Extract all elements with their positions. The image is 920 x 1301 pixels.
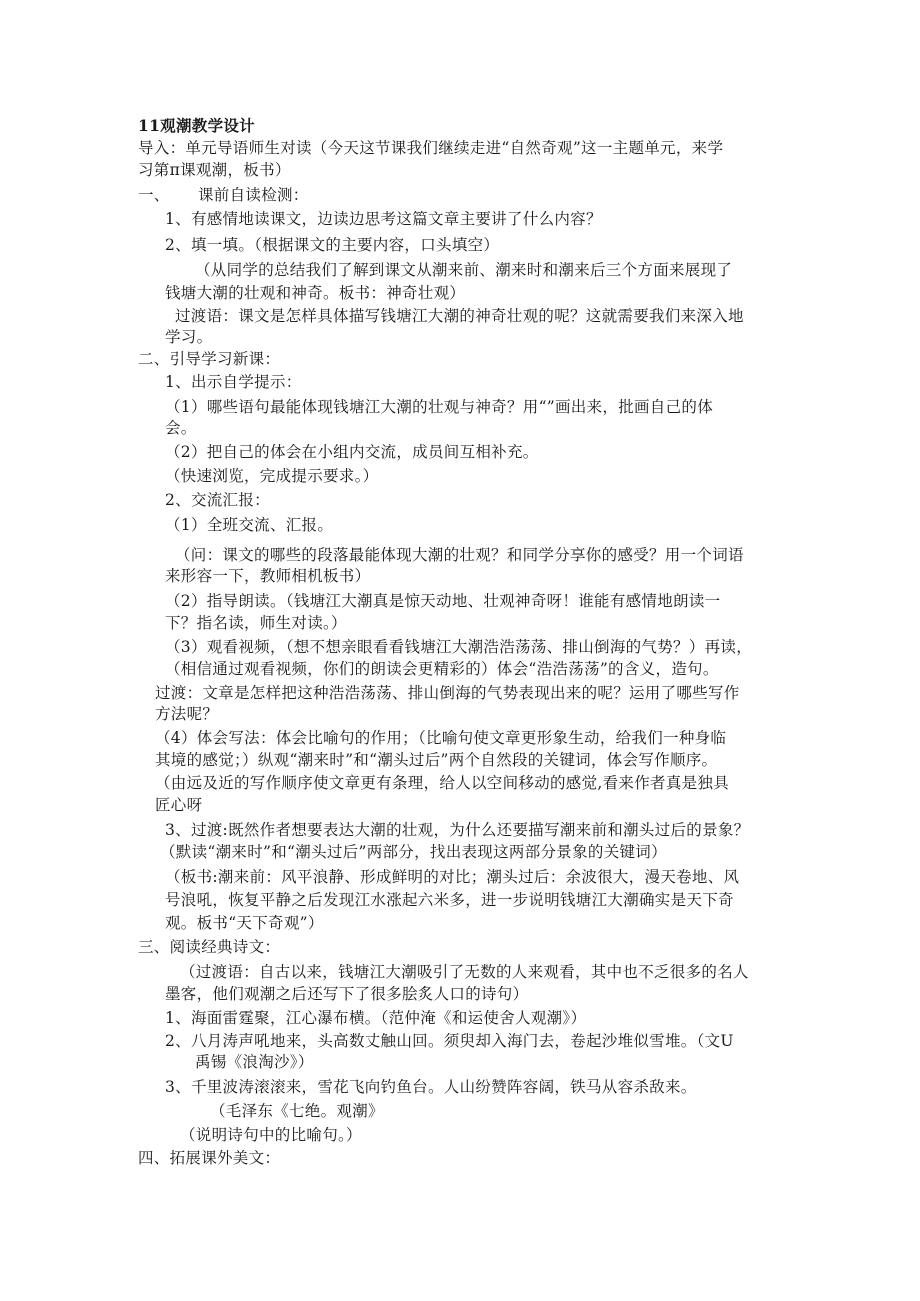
- paragraph-line: （快速浏览，完成提示要求。）: [165, 467, 379, 485]
- list-item: （1）全班交流、汇报。: [165, 516, 334, 534]
- paragraph-line: 观。板书“天下奇观”）: [165, 914, 324, 932]
- list-item: （4）体会写法：体会比喻句的作用；（比喻句使文章更形象生动，给我们一种身临: [155, 729, 727, 747]
- paragraph-line: （说明诗句中的比喻句。）: [180, 1126, 362, 1144]
- list-item: （1）哪些语句最能体现钱塘江大潮的壮观与神奇？用“”画出来，批画自己的体: [165, 398, 714, 416]
- list-item: 1、有感情地读课文，边读边思考这篇文章主要讲了什么内容？: [165, 210, 602, 228]
- intro-line: 习第π课观潮，板书）: [138, 161, 291, 179]
- paragraph-line: （过渡语：自古以来，钱塘江大潮吸引了无数的人来观看，其中也不乏很多的名人: [180, 963, 749, 981]
- paragraph-line: （默读“潮来时”和“潮头过后”两部分，找出表现这两部分景象的关键词）: [160, 843, 667, 861]
- paragraph-line: 过渡：文章是怎样把这种浩浩荡荡、排山倒海的气势表现出来的呢？运用了哪些写作: [155, 684, 740, 702]
- section-heading: 二、引导学习新课：: [138, 350, 281, 368]
- paragraph-line: 下？指名读，师生对读。）: [165, 614, 347, 632]
- list-item: 1、海面雷霆聚，江心瀑布横。（范仲淹《和运使舍人观潮》）: [165, 1009, 587, 1027]
- paragraph-line: （问：课文的哪些的段落最能体现大潮的壮观？和同学分享你的感受？用一个词语: [175, 546, 744, 564]
- paragraph-line: 过渡语：课文是怎样具体描写钱塘江大潮的神奇壮观的呢？这就需要我们来深入地: [175, 307, 744, 325]
- list-item: 2、填一填。（根据课文的主要内容，口头填空）: [165, 236, 500, 254]
- paragraph-line: （毛泽东《七绝。观潮》: [210, 1102, 384, 1120]
- paragraph-line: 会。: [165, 419, 197, 437]
- list-item: 2、交流汇报：: [165, 491, 270, 509]
- intro-line: 导入：单元导语师生对读（今天这节课我们继续走进“自然奇观”这一主题单元，来学: [138, 139, 724, 157]
- paragraph-line: 其境的感觉；）纵观“潮来时”和“潮头过后”两个自然段的关键词，体会写作顺序。: [155, 751, 718, 769]
- paragraph-line: 号浪吼，恢复平静之后发现江水涨起六米多，进一步说明钱塘江大潮确实是天下奇: [165, 891, 734, 909]
- section-heading: 四、拓展课外美文：: [138, 1149, 281, 1167]
- section-heading: 课前自读检测：: [198, 186, 309, 204]
- paragraph-line: （板书:潮来前：风平浪静、形成鲜明的对比；潮头过后：余波很大，漫天卷地、风: [165, 868, 740, 886]
- list-item: （2）把自己的体会在小组内交流，成员间互相补充。: [165, 443, 539, 461]
- paragraph-line: 墨客，他们观潮之后还写下了很多脍炙人口的诗句）: [165, 985, 529, 1003]
- section-number: 一、: [138, 186, 170, 204]
- list-item: 3、过渡:既然作者想要表达大潮的壮观，为什么还要描写潮来前和潮头过后的景象？: [165, 821, 750, 839]
- list-item: 2、八月涛声吼地来，头高数丈触山回。须臾却入海门去，卷起沙堆似雪堆。（文U: [165, 1032, 734, 1050]
- list-item: 1、出示自学提示：: [165, 373, 302, 391]
- paragraph-line: （相信通过观看视频，你们的朗读会更精彩的）体会“浩浩荡荡”的含义，造句。: [165, 660, 719, 678]
- document-title: 11观潮教学设计: [138, 116, 255, 135]
- paragraph-line: 禹锡《浪淘沙》）: [195, 1053, 314, 1071]
- paragraph-line: （由远及近的写作顺序使文章更有条理，给人以空间移动的感觉,看来作者真是独具: [155, 774, 730, 792]
- paragraph-line: 方法呢？: [155, 705, 219, 723]
- section-heading: 三、阅读经典诗文：: [138, 938, 281, 956]
- paragraph-line: 钱塘大潮的壮观和神奇。板书：神奇壮观）: [165, 284, 466, 302]
- paragraph-line: （从同学的总结我们了解到课文从潮来前、潮来时和潮来后三个方面来展现了: [195, 261, 733, 279]
- paragraph-line: 匠心呀: [155, 796, 203, 814]
- list-item: （3）观看视频，（想不想亲眼看看钱塘江大潮浩浩荡荡、排山倒海的气势？）再读，: [165, 638, 753, 656]
- paragraph-line: 来形容一下，教师相机板书）: [165, 567, 371, 585]
- list-item: （2）指导朗读。（钱塘江大潮真是惊天动地、壮观神奇呀！谁能有感情地朗读一: [165, 592, 721, 610]
- paragraph-line: 学习。: [165, 328, 213, 346]
- list-item: 3、千里波涛滚滚来，雪花飞向钓鱼台。人山纷赞阵容阔，铁马从容杀敌来。: [165, 1078, 697, 1096]
